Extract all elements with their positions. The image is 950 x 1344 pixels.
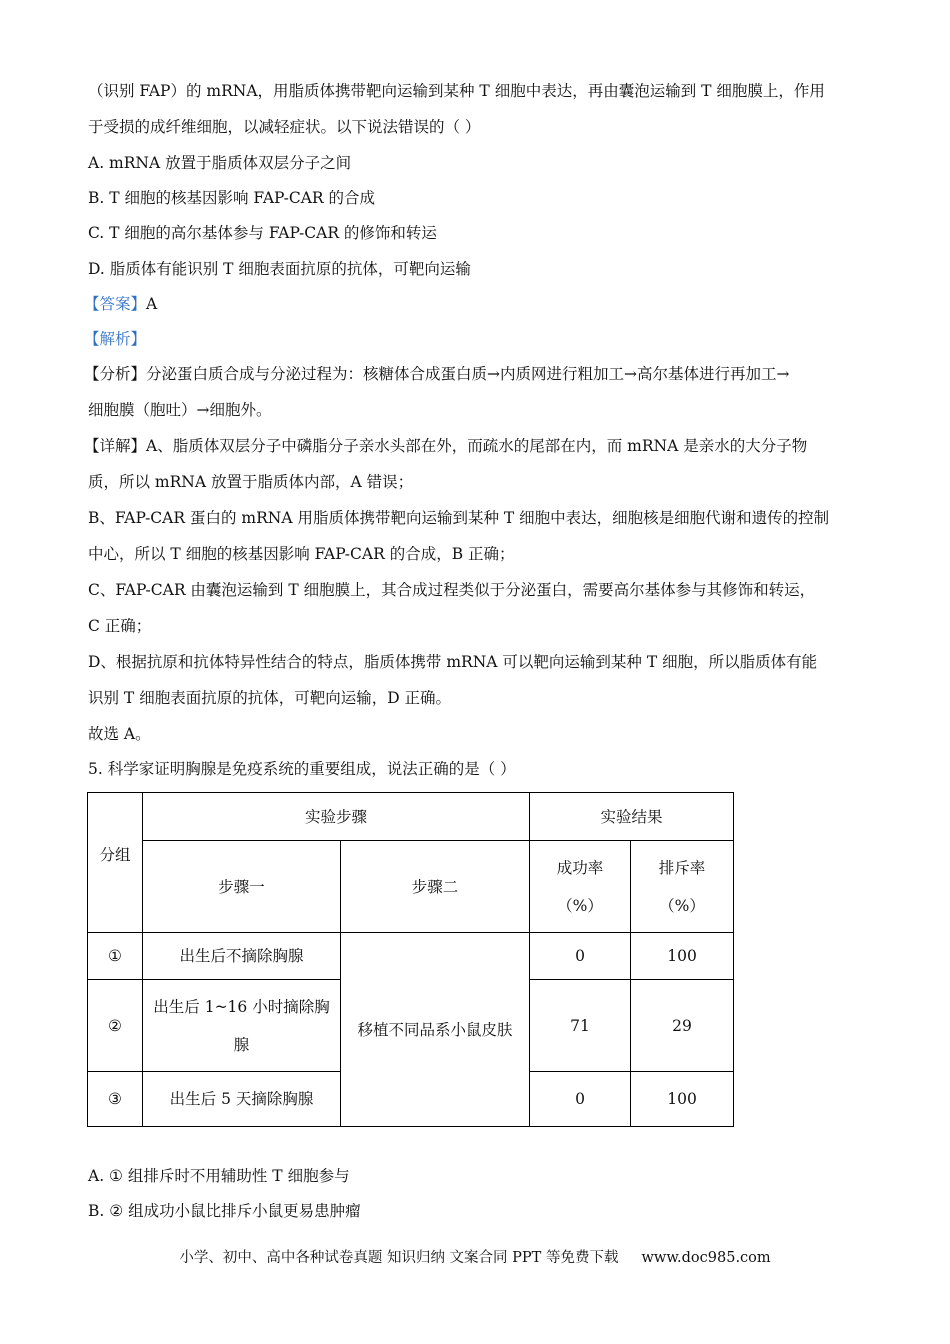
experiment-table <box>87 792 734 1127</box>
page-footer <box>0 1246 950 1267</box>
xiangjie-c1: C、FAP-CAR 由囊泡运输到 T 细胞膜上，其合成过程类似于分泌蛋白，需要高尔基体参与其修饰和转运， <box>88 581 816 599</box>
xiangjie-d2: 识别 T 细胞表面抗原的抗体，可靶向运输，D 正确。 <box>88 689 452 707</box>
conclusion: 故选 A。 <box>88 725 151 743</box>
xiangjie-label: 【详解】 <box>84 437 147 455</box>
table-header-row-1 <box>88 793 734 841</box>
xiangjie-c2: C 正确； <box>88 617 152 635</box>
question-4-stem-line-2: 于受损的成纤维细胞，以减轻症状。以下说法错误的（ ） <box>88 118 481 136</box>
xiangjie-b2: 中心，所以 T 细胞的核基因影响 FAP-CAR 的合成，B 正确； <box>88 545 515 563</box>
xiangjie-a2: 质，所以 mRNA 放置于脂质体内部，A 错误； <box>88 473 414 491</box>
row-step1: 出生后 5 天摘除胸腺 <box>143 1072 341 1127</box>
header-reject-unit: （%） <box>659 896 705 915</box>
fenxi-label: 【分析】 <box>84 365 147 383</box>
option-d: D. 脂质体有能识别 T 细胞表面抗原的抗体，可靶向运输 <box>88 260 471 278</box>
row-step1 <box>143 980 341 1072</box>
footer-text: 小学、初中、高中各种试卷真题 知识归纳 文案合同 PPT 等免费下载 <box>179 1250 619 1266</box>
row-reject: 100 <box>631 1072 734 1127</box>
row-step2-merged: 移植不同品系小鼠皮肤 <box>341 933 530 1127</box>
xiangjie-b1: B、FAP-CAR 蛋白的 mRNA 用脂质体携带靶向运输到某种 T 细胞中表达，细胞核是细胞代谢和遗传的控制 <box>88 509 830 527</box>
row-group: ① <box>88 933 143 980</box>
header-step1: 步骤一 <box>143 841 341 933</box>
question-4-stem-line-1: （识别 FAP）的 mRNA，用脂质体携带靶向运输到某种 T 细胞中表达，再由囊泡运输到 T 细胞膜上，作用 <box>88 82 825 100</box>
row-step1-line-1: 出生后 1~16 小时摘除胸 <box>153 997 330 1016</box>
table-row <box>88 933 734 980</box>
fenxi-line-1 <box>84 364 789 384</box>
row-success: 0 <box>530 1072 631 1127</box>
header-reject <box>631 841 734 933</box>
header-success <box>530 841 631 933</box>
row-success: 71 <box>530 980 631 1072</box>
answer-value: A <box>146 295 158 313</box>
option-c: C. T 细胞的高尔基体参与 FAP-CAR 的修饰和转运 <box>88 224 437 242</box>
header-success-unit: （%） <box>557 896 603 915</box>
answer-label: 【答案】 <box>84 295 147 313</box>
header-results: 实验结果 <box>530 793 734 841</box>
header-success-label: 成功率 <box>556 858 604 877</box>
row-step1: 出生后不摘除胸腺 <box>143 933 341 980</box>
answer-line <box>84 294 157 314</box>
xiangjie-d1: D、根据抗原和抗体特异性结合的特点，脂质体携带 mRNA 可以靶向运输到某种 T 细胞，所以脂质体有能 <box>88 653 818 671</box>
row-reject: 100 <box>631 933 734 980</box>
fenxi-line-2: 细胞膜（胞吐）→细胞外。 <box>88 401 272 419</box>
row-group: ③ <box>88 1072 143 1127</box>
table-header-row-2 <box>88 841 734 933</box>
q5-option-b: B. ② 组成功小鼠比排斥小鼠更易患肿瘤 <box>88 1202 361 1220</box>
q5-option-a: A. ① 组排斥时不用辅助性 T 细胞参与 <box>88 1167 350 1185</box>
row-success: 0 <box>530 933 631 980</box>
header-group: 分组 <box>88 793 143 933</box>
header-steps: 实验步骤 <box>143 793 530 841</box>
xiangjie-line-1 <box>84 436 807 456</box>
row-step1-line-2: 腺 <box>233 1035 250 1054</box>
footer-url[interactable]: www.doc985.com <box>641 1250 771 1266</box>
option-a: A. mRNA 放置于脂质体双层分子之间 <box>88 154 352 172</box>
header-step2: 步骤二 <box>341 841 530 933</box>
option-b: B. T 细胞的核基因影响 FAP-CAR 的合成 <box>88 189 376 207</box>
xiangjie-a1: A、脂质体双层分子中磷脂分子亲水头部在外，而疏水的尾部在内，而 mRNA 是亲水的大分子物 <box>146 437 808 455</box>
fenxi-text: 分泌蛋白质合成与分泌过程为：核糖体合成蛋白质→内质网进行粗加工→高尔基体进行再加工→ <box>146 365 790 383</box>
analysis-label: 【解析】 <box>84 330 147 348</box>
header-reject-label: 排斥率 <box>658 858 706 877</box>
row-group: ② <box>88 980 143 1072</box>
question-5-stem: 5. 科学家证明胸腺是免疫系统的重要组成，说法正确的是（ ） <box>88 760 516 778</box>
row-reject: 29 <box>631 980 734 1072</box>
